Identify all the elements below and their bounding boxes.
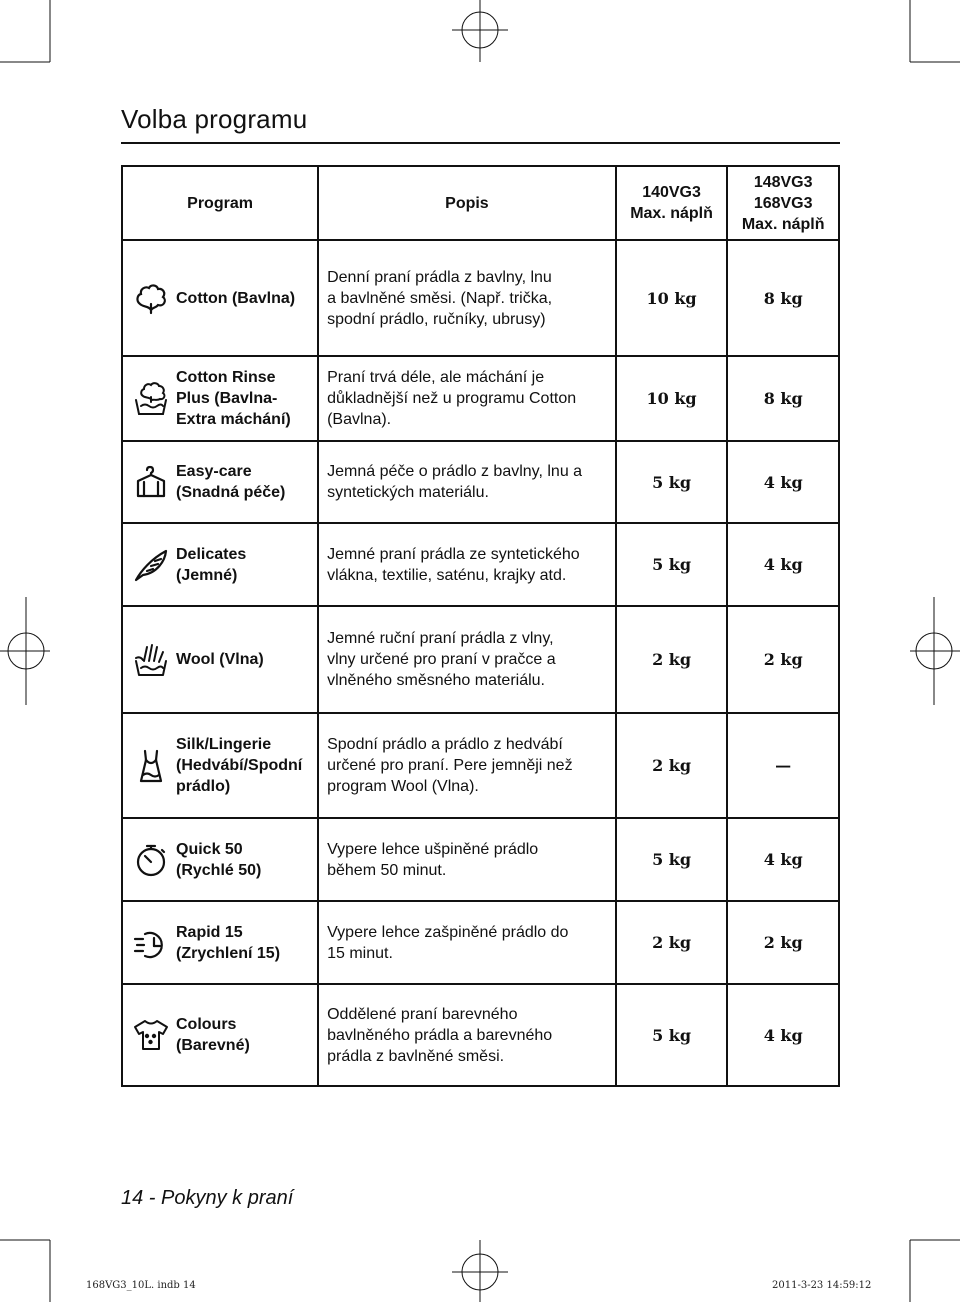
program-description: Jemné ruční praní prádla z vlny, vlny určené pro praní v pračce a vlněného směsného materiálu. [318,606,616,713]
header-model-a [616,166,728,240]
max-load-b: 4 kg [727,984,839,1086]
header-description: Popis [318,166,616,240]
max-load-b: — [727,713,839,818]
max-load-a: 10 kg [616,240,728,356]
program-description: Jemná péče o prádlo z bavlny, lnu a syntetických materiálu. [318,441,616,523]
max-load-a: 2 kg [616,901,728,984]
program-description: Vypere lehce ušpiněné prádlo během 50 minut. [318,818,616,901]
program-name: Cotton Rinse Plus (Bavlna- Extra máchání) [176,369,291,428]
cotton-icon [131,278,171,318]
program-description: Jemné praní prádla ze syntetického vlákna, textilie, saténu, krajky atd. [318,523,616,606]
print-slug-left: 168VG3_10L. indb 14 [86,1280,196,1291]
max-load-a: 2 kg [616,606,728,713]
max-load-b: 4 kg [727,818,839,901]
max-load-a: 5 kg [616,441,728,523]
max-load-b: 8 kg [727,356,839,441]
program-name: Delicates (Jemné) [176,545,247,584]
program-name: Rapid 15 (Zrychlení 15) [176,923,281,962]
stopwatch-icon [131,840,171,880]
cotton-rinse-icon [131,379,171,419]
table-row [122,818,839,901]
header-model-b-line: Max. náplň [741,215,825,233]
max-load-a: 5 kg [616,523,728,606]
program-name: Silk/Lingerie (Hedvábí/Spodní prádlo) [176,736,303,795]
max-load-a: 10 kg [616,356,728,441]
table-row [122,713,839,818]
program-description: Oddělené praní barevného bavlněného prádla a barevného prádla z bavlněné směsi. [318,984,616,1086]
table-row [122,523,839,606]
page-footer: 14 - Pokyny k praní [121,1187,294,1209]
max-load-b: 2 kg [727,606,839,713]
max-load-a: 5 kg [616,818,728,901]
feather-icon [131,545,171,585]
program-name: Easy-care (Snadná péče) [176,463,286,501]
easy-care-icon [131,462,171,502]
max-load-a: 2 kg [616,713,728,818]
header-program: Program [122,166,318,240]
table-row [122,606,839,713]
program-name: Colours (Barevné) [176,1016,250,1054]
max-load-b: 2 kg [727,901,839,984]
header-model-b [727,166,839,240]
header-model-a-line: Max. náplň [630,205,713,222]
header-model-a-line: 140VG3 [642,184,701,201]
max-load-b: 4 kg [727,523,839,606]
program-name: Wool (Vlna) [176,651,264,668]
fast-clock-icon [131,923,171,963]
hand-wash-icon [131,640,171,680]
header-model-b-line: 168VG3 [753,194,813,212]
title-underline [121,142,840,144]
table-row [122,984,839,1086]
program-name: Cotton (Bavlna) [176,289,296,307]
program-description: Spodní prádlo a prádlo z hedvábí určené pro praní. Pere jemněji než program Wool (Vlna). [318,713,616,818]
program-description: Praní trvá déle, ale máchání je důkladnější než u programu Cotton (Bavlna). [318,356,616,441]
table-row [122,441,839,523]
program-table [121,165,840,1087]
max-load-b: 4 kg [727,441,839,523]
max-load-b: 8 kg [727,240,839,356]
table-row [122,901,839,984]
table-row [122,240,839,356]
header-model-b-line: 148VG3 [753,173,813,191]
lingerie-icon [131,746,171,786]
page-title: Volba programu [121,104,308,134]
max-load-a: 5 kg [616,984,728,1086]
program-description: Vypere lehce zašpiněné prádlo do 15 minut. [318,901,616,984]
table-row [122,356,839,441]
program-description: Denní praní prádla z bavlny, lnu a bavlněné směsi. (Např. trička, spodní prádlo, ručníky, ubrusy) [318,240,616,356]
table-header-row [122,166,839,240]
program-name: Quick 50 (Rychlé 50) [176,840,262,879]
print-slug-right: 2011-3-23 14:59:12 [772,1280,872,1291]
colour-shirt-icon [131,1015,171,1055]
